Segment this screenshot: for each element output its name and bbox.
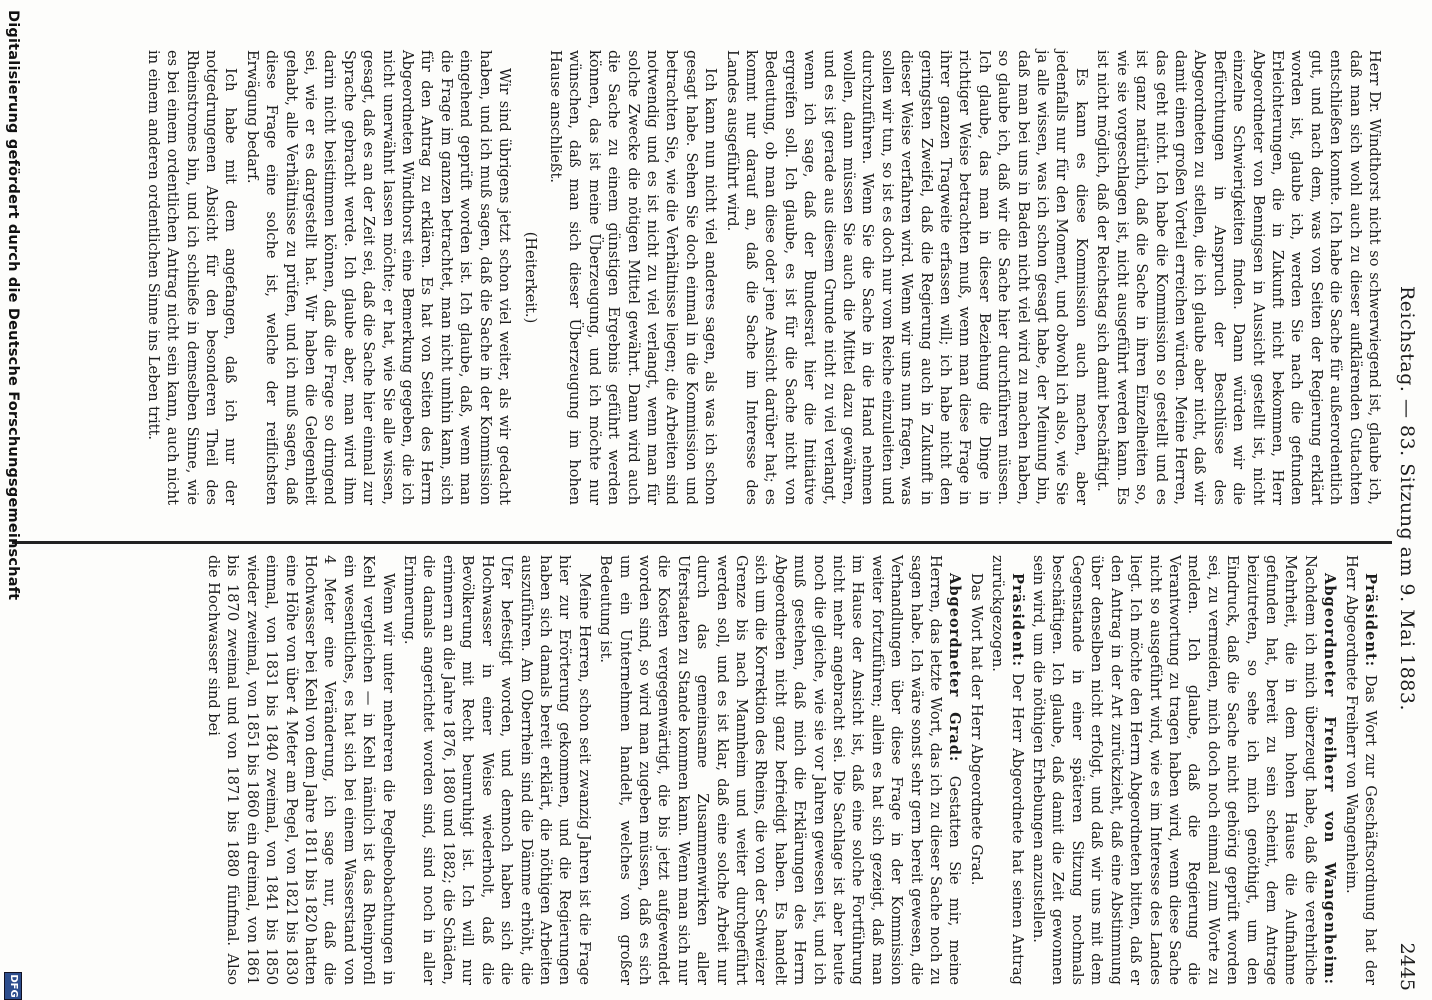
digitization-footer: [0, 0, 24, 1000]
paragraph: Ich kann nun nicht viel anderes sagen, als was ich schon gesagt habe. Sehen Sie doch einmal in die Kommission und betrachten Sie, wie die Verhältnisse liegen; die Arbeiten sind notwendig und es ist nicht zu viel verlangt, wenn man für solche Zwecke die nötigen Mittel gewährt. Dann wird auch die Sache zu einem günstigen Ergebnis geführt werden können, das ist meine Überzeugung, und ich möchte nur wünschen, daß man sich dieser Überzeugung im hohen Hause anschließt.: [546, 50, 720, 505]
speech-grad: [596, 555, 965, 985]
speech-president: [1341, 555, 1380, 985]
speech-text: Nachdem ich mich überzeugt habe, daß die verehrliche Mehrheit, die in dem hohen Hause die Aufnahme gefunden hat, bereit zu sein scheint, dem Antrage beizutreten, so sehe ich mich genöthigt, um den Eindruck, daß die Sache nicht gehörig geprüft worden sei, zu vermeiden, mich doch noch einmal zum Worte zu melden. Ich glaube, daß die Regierung die Verantwortung zu tragen haben wird, wenn diese Sache nicht so ausgeführt wird, wie es im Interesse des Landes liegt. Ich möchte den Herrn Abgeordneten bitten, daß er den Antrag in der Art zurückzieht, daß eine Abstimmung über denselben nicht erfolgt, und daß wir uns mit dem Gegenstande in einer späteren Sitzung nochmals beschäftigen. Ich glaube, daß damit die Zeit gewonnen sein wird, um die nöthigen Erhebungen anzustellen.: [1030, 555, 1319, 985]
running-title: Reichstag. — 83. Sitzung am 9. Mai 1883.: [1396, 285, 1418, 711]
speech-text: Das Wort zur Geschäftsordnung hat der Herr Abgeordnete Freiherr von Wangenheim.: [1342, 555, 1379, 985]
paragraph: Wir sind übrigens jetzt schon viel weiter, als wir gedacht haben, und ich muß sagen, daß die Sache in der Kommission eingehend geprüft worden ist. Ich glaube, daß, wenn man die Frage im ganzen betrachtet, man nicht umhin kann, sich für den Antrag zu erklären. Es hat von Seiten des Herrn Abgeordneten Windthorst eine Bemerkung gegeben, die ich nicht unerwähnt lassen möchte; er hat, wie Sie alle wissen, gesagt, daß es an der Zeit sei, daß die Sache hier einmal zur Sprache gebracht werde. Ich glaube aber, man wird ihm darin nicht beistimmen können, daß die Frage so dringend sei, wie er es dargestellt hat. Wir haben die Gelegenheit gehabt, alle Verhältnisse zu prüfen, und ich muß sagen, daß diese Frage eine solche ist, welche der reiflichsten Erwägung bedarf.: [243, 50, 514, 505]
speaker-name: Abgeordneter Freiherr von Wangenheim:: [1321, 573, 1339, 985]
left-column: [141, 50, 1384, 505]
page-number: 2445: [1396, 942, 1418, 991]
footer-credit: Digitalisierung gefördert durch die Deutsche Forschungsgemeinschaft: [5, 10, 21, 601]
column-rule: [12, 541, 1392, 544]
dfg-logo: [4, 972, 22, 1000]
speaker-name: Präsident:: [1008, 573, 1026, 668]
speaker-name: Abgeordneter Grad:: [946, 573, 964, 763]
paragraph: Das Wort hat der Herr Abgeordnete Grad.: [967, 573, 985, 886]
paragraph: Es kann es diese Kommission auch machen, aber jedenfalls nur für den Moment, und obwohl ich also, wie Sie ja alle wissen, was ich schon gesagt habe, der Meinung bin, daß man bei uns in Baden nicht viel wird zu machen haben, so glaube ich, daß wir die Sache hier durchführen müssen. Ich glaube, das man in dieser Beziehung die Dinge in richtiger Weise betrachten muß, wenn man diese Frage in ihrer ganzen Tragweite erfassen will; ich habe nicht den geringsten Zweifel, daß die Regierung auch in Zukunft in dieser Weise verfahren wird. Wenn wir uns nun fragen, was sollen wir tun, so ist es doch nur vom Reiche einzuleiten und durchzuführen. Wenn Sie die Sache in die Hand nehmen wollen, dann müssen Sie auch die Mittel dazu gewähren, und es ist gerade aus diesem Grunde nicht zu viel verlangt, wenn ich sage, daß der Bundesrat hier die Initiative ergreifen soll. Ich glaube, es ist für die Sache nicht von Bedeutung, ob man diese oder jene Ansicht darüber hat; es kommt nur darauf an, daß die Sache im Interesse des Landes ausgeführt wird.: [723, 50, 1090, 505]
logo-text: DFG: [8, 974, 19, 998]
speech-wangenheim: [1029, 555, 1340, 985]
paragraph: Ich habe mit dem angefangen, daß ich nur der notgedrungenen Absicht für den besonderen Theil des Rheinstromes bin, und ich schließe in demselben Sinne, wie es bei einem ordentlichen Antrag nicht sein kann, auch nicht in einem anderen ordentlichen Sinne ins Leben tritt.: [144, 50, 240, 505]
speech-president: [988, 555, 1027, 985]
speech-text: Der Herr Abgeordnete hat seinen Antrag zurückgezogen.: [989, 555, 1026, 985]
speech-text: Gestatten Sie mir, meine Herren, das letzte Wort, das ich zu dieser Sache noch zu sagen habe. Ich wäre sonst sehr gern bereit gewesen, die Verhandlungen über diese Frage in der Kommission weiter fortzuführen; allein es hat sich gezeigt, daß man im Hause der Ansicht ist, daß eine solche Fortführung nicht mehr angebracht sei. Die Sachlage ist aber heute noch die gleiche, wie sie vor Jahren gewesen ist, und ich muß gestehen, daß mich die Erklärungen des Herrn Abgeordneten nicht ganz befriedigt haben. Es handelt sich um die Korrektion des Rheins, die von der Schweizer Grenze bis nach Mannheim und weiter durchgeführt werden soll, und es ist klar, daß eine solche Arbeit nur durch das gemeinsame Zusammenwirken aller Uferstaaten zu Stande kommen kann. Wenn man sich nur die Kosten vergegenwärtigt, die bis jetzt aufgewendet worden sind, so wird man zugeben müssen, daß es sich um ein Unternehmen handelt, welches von großer Bedeutung ist.: [597, 555, 964, 985]
paragraph: Wenn wir unter mehreren die Pegelbeobachtungen in Kehl vergleichen — in Kehl nämlich ist das Rheinprofil ein wesentliches, es hat sich bei einem Wasserstand von 4 Meter eine Veränderung, ich sage nur, daß die Hochwasser bei Kehl von dem Jahre 1811 bis 1820 hatten eine Höhe von über 4 Meter am Pegel, von 1821 bis 1830 einmal, von 1831 bis 1840 zweimal, von 1841 bis 1850 wieder zweimal, von 1851 bis 1860 ein dreimal, von 1861 bis 1870 zweimal und von 1871 bis 1880 fünfmal. Also die Hochwasser sind bei: [205, 555, 397, 985]
interjection: (Heiterkeit.): [521, 231, 539, 324]
paragraph: Herr Dr. Windthorst nicht so schwerwiegend ist, glaube ich, daß man sich wohl auch zu dieser aufklärenden Gutachten entschließen konnte. Ich habe die Sache für außerordentlich gut, und nach dem, was von Seiten der Regierung erklärt worden ist, glaube ich, werden Sie nach die gefunden Erleichterungen, die in Zukunft nicht bekommen, Herr Abgeordneter von Bennigsen in Aussicht gestellt ist, nicht einzelne Schwierigkeiten finden. Dann würden wir die Befürchtungen in Anspruch der Beschlüsse des Abgeordneten zu stellen, die ich glaube aber nicht, daß wir damit einen großen Vorteil erreichen würden. Meine Herren, das geht nicht. Ich habe die Kommission so gestellt und es ist ganz natürlich, daß die Sache in ihren Einzelheiten so, wie sie vorgeschlagen ist, nicht ausgeführt werden kann. Es ist nicht möglich, daß der Reichstag sich damit beschäftigt.: [1094, 50, 1383, 505]
page-header: [1392, 6, 1422, 991]
speaker-name: Präsident:: [1362, 573, 1379, 668]
paragraph: Meine Herren, schon seit zwanzig Jahren ist die Frage hier zur Erörterung gekommen, und die Regierungen haben sich damals bereit erklärt, die nöthigen Arbeiten auszuführen. Am Oberrhein sind die Dämme erhöht, die Ufer befestigt worden, und dennoch haben sich die Hochwasser in einer Weise wiederholt, daß die Bevölkerung mit Recht beunruhigt ist. Ich will nur erinnern an die Jahre 1876, 1880 und 1882; die Schäden, die damals angerichtet worden sind, sind noch in aller Erinnerung.: [401, 555, 593, 985]
right-column: [202, 555, 1380, 985]
